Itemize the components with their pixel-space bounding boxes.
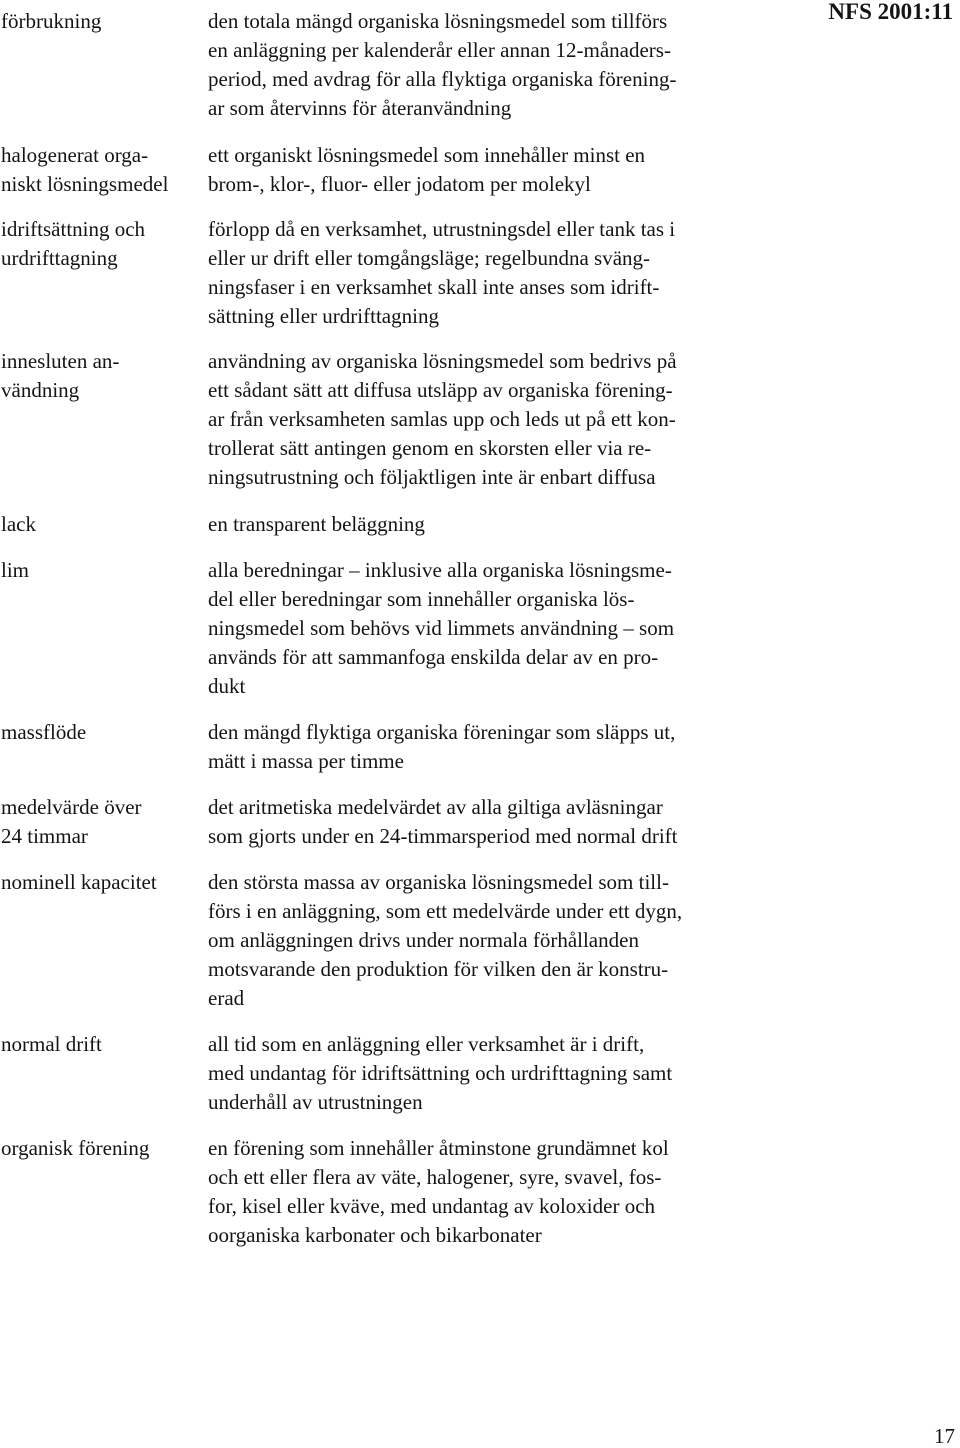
document-code: NFS 2001:11 bbox=[828, 0, 953, 24]
entry-definition: användning av organiska lösningsmedel som bedrivs på ett sådant sätt att diffusa utsläpp av organiska förening- ar från verksamheten samlas upp och leds ut på ett kon- trollerat sätt antingen genom en skorsten eller via re- ningsutrustning och följaktligen inte är enbart diffusa bbox=[208, 349, 677, 489]
entry-term: massflöde bbox=[1, 720, 87, 744]
entry-term: normal drift bbox=[1, 1032, 102, 1056]
entry-term: medelvärde över 24 timmar bbox=[1, 795, 142, 848]
entry-term: lim bbox=[1, 558, 30, 582]
entry-term: idriftsättning och urdrifttagning bbox=[1, 217, 146, 270]
page-number: 17 bbox=[934, 1424, 955, 1448]
entry-term: innesluten an- vändning bbox=[1, 349, 120, 402]
entry-definition: alla beredningar – inklusive alla organiska lösningsme- del eller beredningar som innehåller organiska lös- ningsmedel som behövs vid limmets användning – som används för att sammanfoga enskilda delar av en pro- dukt bbox=[208, 558, 675, 698]
entry-definition: det aritmetiska medelvärdet av alla giltiga avläsningar som gjorts under en 24-timmarsperiod med normal drift bbox=[208, 795, 678, 848]
entry-definition: all tid som en anläggning eller verksamhet är i drift, med undantag för idriftsättning och urdrifttagning samt underhåll av utrustningen bbox=[208, 1032, 673, 1114]
entry-definition: den mängd flyktiga organiska föreningar som släpps ut, mätt i massa per timme bbox=[208, 720, 676, 773]
entry-term: förbrukning bbox=[1, 9, 102, 33]
entry-definition: en förening som innehåller åtminstone grundämnet kol och ett eller flera av väte, halogener, syre, svavel, fos- for, kisel eller kväve, med undantag av koloxider och oorganiska karbonater och bikarbonater bbox=[208, 1136, 669, 1247]
entry-term: organisk förening bbox=[1, 1136, 150, 1160]
entry-term: lack bbox=[1, 512, 36, 536]
entry-definition: förlopp då en verksamhet, utrustningsdel eller tank tas i eller ur drift eller tomgångsläge; regelbundna sväng- ningsfaser i en verksamhet skall inte anses som idrift- sättning eller urdrifttagning bbox=[208, 217, 676, 328]
entry-definition: den största massa av organiska lösningsmedel som till- förs i en anläggning, som ett medelvärde under ett dygn, om anläggningen drivs under normala förhållanden motsvarande den produktion för vilken den är konstru- erad bbox=[208, 870, 683, 1010]
entry-definition: ett organiskt lösningsmedel som innehåller minst en brom-, klor-, fluor- eller jodatom per molekyl bbox=[208, 143, 646, 196]
entry-term: halogenerat orga- niskt lösningsmedel bbox=[1, 143, 169, 196]
entry-definition: en transparent beläggning bbox=[208, 512, 425, 536]
entry-definition: den totala mängd organiska lösningsmedel som tillförs en anläggning per kalenderår eller annan 12-månaders- period, med avdrag för alla flyktiga organiska förening- ar som återvinns för återanvändning bbox=[208, 9, 677, 120]
entry-term: nominell kapacitet bbox=[1, 870, 157, 894]
